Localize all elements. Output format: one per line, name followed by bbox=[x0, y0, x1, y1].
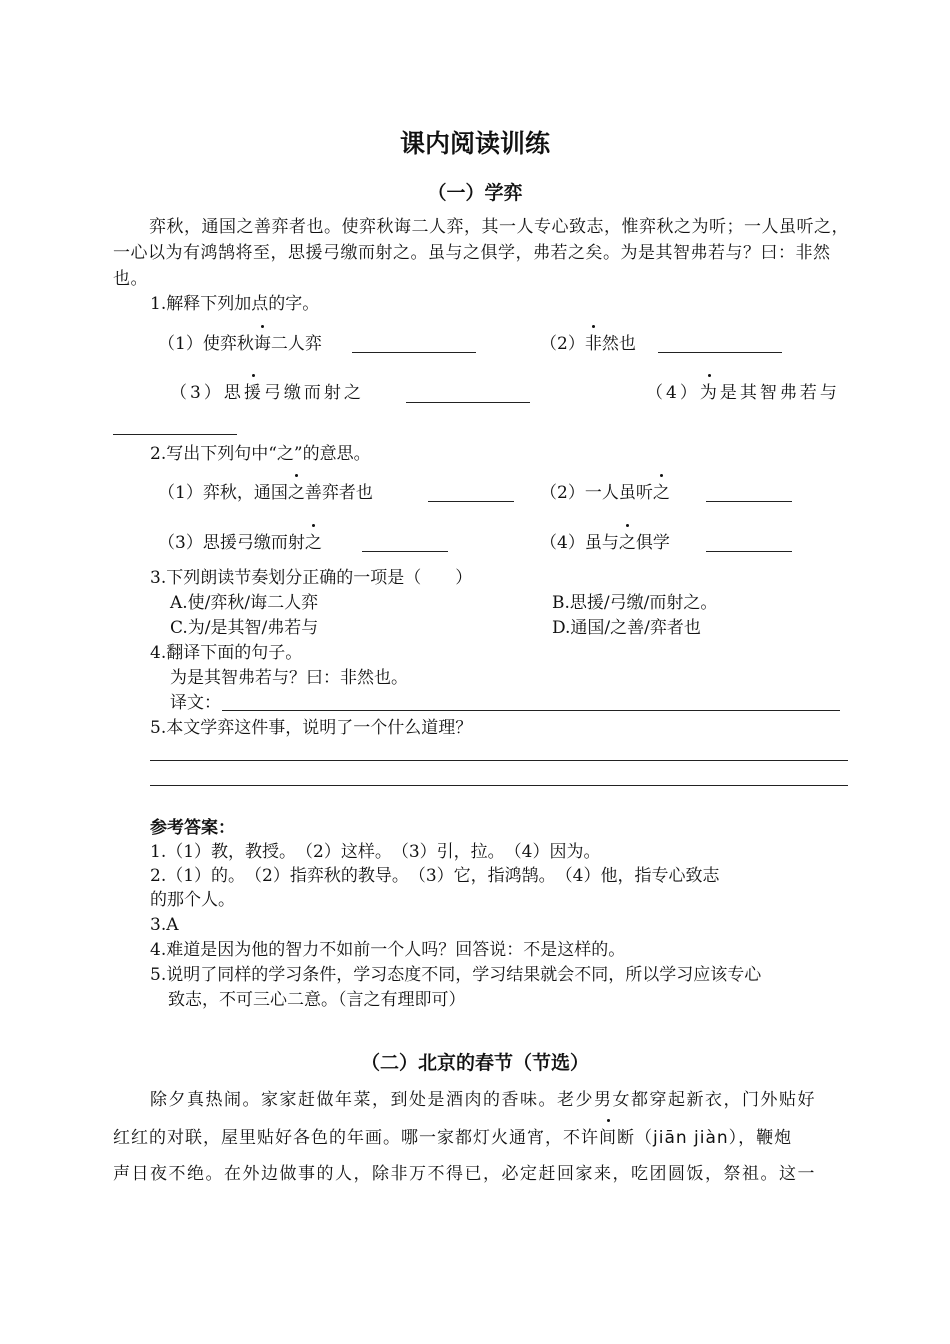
q1-item-3: （3）思援弓缴而射之 bbox=[170, 383, 364, 403]
q3-option-d[interactable]: D.通国/之善/弈者也 bbox=[552, 618, 701, 638]
q2-answer-blank-3[interactable] bbox=[362, 551, 448, 552]
q2-item-3: （3）思援弓缴而射之 bbox=[158, 533, 322, 553]
q2-item-4-dotted-char: 之 bbox=[618, 533, 636, 553]
section-heading-2: （二）北京的春节（节选） bbox=[360, 1052, 589, 1074]
q1-item-1: （1）使弈秋诲二人弈 bbox=[158, 334, 322, 354]
q4-sentence: 为是其智弗若与？曰：非然也。 bbox=[170, 668, 408, 688]
section2-line-2: 红红的对联，屋里贴好各色的年画。哪一家都灯火通宵，不许间断（jiān jiàn），鞭炮 bbox=[113, 1128, 793, 1148]
answer-2-line-2: 的那个人。 bbox=[150, 890, 235, 910]
q2-item-2: （2）一人虽听之 bbox=[540, 483, 670, 503]
question-1-prompt: 1.解释下列加点的字。 bbox=[150, 294, 320, 314]
q2-item-3-dotted-char: 之 bbox=[304, 533, 322, 553]
q1-item-4: （4）为是其智弗若与 bbox=[646, 383, 840, 403]
q4-translation-label: 译文： bbox=[170, 693, 221, 713]
question-5-prompt: 5.本文学弈这件事，说明了一个什么道理？ bbox=[150, 718, 473, 738]
q2-answer-blank-1[interactable] bbox=[428, 501, 514, 502]
q2-item-4: （4）虽与之俱学 bbox=[540, 533, 670, 553]
q1-item-4-dotted-char: 为 bbox=[699, 383, 720, 403]
q1-item-2-dotted-char: 非 bbox=[584, 334, 602, 354]
q2-item-1-dotted-char: 之 bbox=[287, 483, 305, 503]
answer-5-line-2: 致志，不可三心二意。（言之有理即可） bbox=[168, 990, 466, 1010]
q3-option-c[interactable]: C.为/是其智/弗若与 bbox=[170, 618, 319, 638]
q3-option-b[interactable]: B.思援/弓缴/而射之。 bbox=[552, 593, 718, 613]
answer-5-line-1: 5.说明了同样的学习条件，学习态度不同，学习结果就会不同，所以学习应该专心 bbox=[150, 965, 762, 985]
q1-answer-blank-1[interactable] bbox=[352, 352, 476, 353]
section2-line-1: 除夕真热闹。家家赶做年菜，到处是酒肉的香味。老少男女都穿起新衣，门外贴好 bbox=[150, 1090, 816, 1110]
answer-4: 4.难道是因为他的智力不如前一个人吗？回答说：不是这样的。 bbox=[150, 940, 626, 960]
q5-answer-line-2[interactable] bbox=[150, 785, 848, 786]
section-heading-1: （一）学弈 bbox=[427, 182, 523, 204]
section2-dotted-char: 间 bbox=[599, 1128, 617, 1148]
section2-line-3: 声日夜不绝。在外边做事的人，除非万不得已，必定赶回家来，吃团圆饭，祭祖。这一 bbox=[113, 1164, 816, 1184]
q4-translation-blank[interactable] bbox=[222, 710, 840, 711]
q2-answer-blank-2[interactable] bbox=[706, 501, 792, 502]
q3-option-a[interactable]: A.使/弈秋/诲二人弈 bbox=[170, 593, 319, 613]
q1-answer-blank-2[interactable] bbox=[658, 352, 782, 353]
q1-item-2: （2）非然也 bbox=[540, 334, 636, 354]
answer-2-line-1: 2.（1）的。 （2）指弈秋的教导。 （3）它，指鸿鹄。 （4）他，指专心致志 bbox=[150, 866, 720, 886]
q2-answer-blank-4[interactable] bbox=[706, 551, 792, 552]
question-3-prompt: 3.下列朗读节奏划分正确的一项是（ ） bbox=[150, 568, 473, 588]
question-4-prompt: 4.翻译下面的句子。 bbox=[150, 643, 303, 663]
q2-item-1: （1）弈秋，通国之善弈者也 bbox=[158, 483, 373, 503]
q1-item-1-dotted-char: 诲 bbox=[253, 334, 271, 354]
question-2-prompt: 2.写出下列句中“之”的意思。 bbox=[150, 444, 371, 464]
page-title: 课内阅读训练 bbox=[399, 129, 550, 158]
q1-answer-blank-4[interactable] bbox=[113, 434, 237, 435]
answers-heading: 参考答案： bbox=[150, 818, 235, 838]
answer-3: 3.A bbox=[150, 915, 179, 935]
q1-item-3-dotted-char: 援 bbox=[243, 383, 264, 403]
classical-passage: 弈秋，通国之善弈者也。使弈秋诲二人弈，其一人专心致志，惟弈秋之为听；一人虽听之，一心以为有鸿鹄将至，思援弓缴而射之。虽与之俱学，弗若之矣。为是其智弗若与？曰：非然也。 bbox=[113, 217, 849, 289]
q2-item-2-dotted-char: 之 bbox=[652, 483, 670, 503]
q1-answer-blank-3[interactable] bbox=[406, 402, 530, 403]
q5-answer-line-1[interactable] bbox=[150, 760, 848, 761]
answer-1: 1.（1）教，教授。 （2）这样。 （3）引，拉。 （4）因为。 bbox=[150, 842, 601, 862]
